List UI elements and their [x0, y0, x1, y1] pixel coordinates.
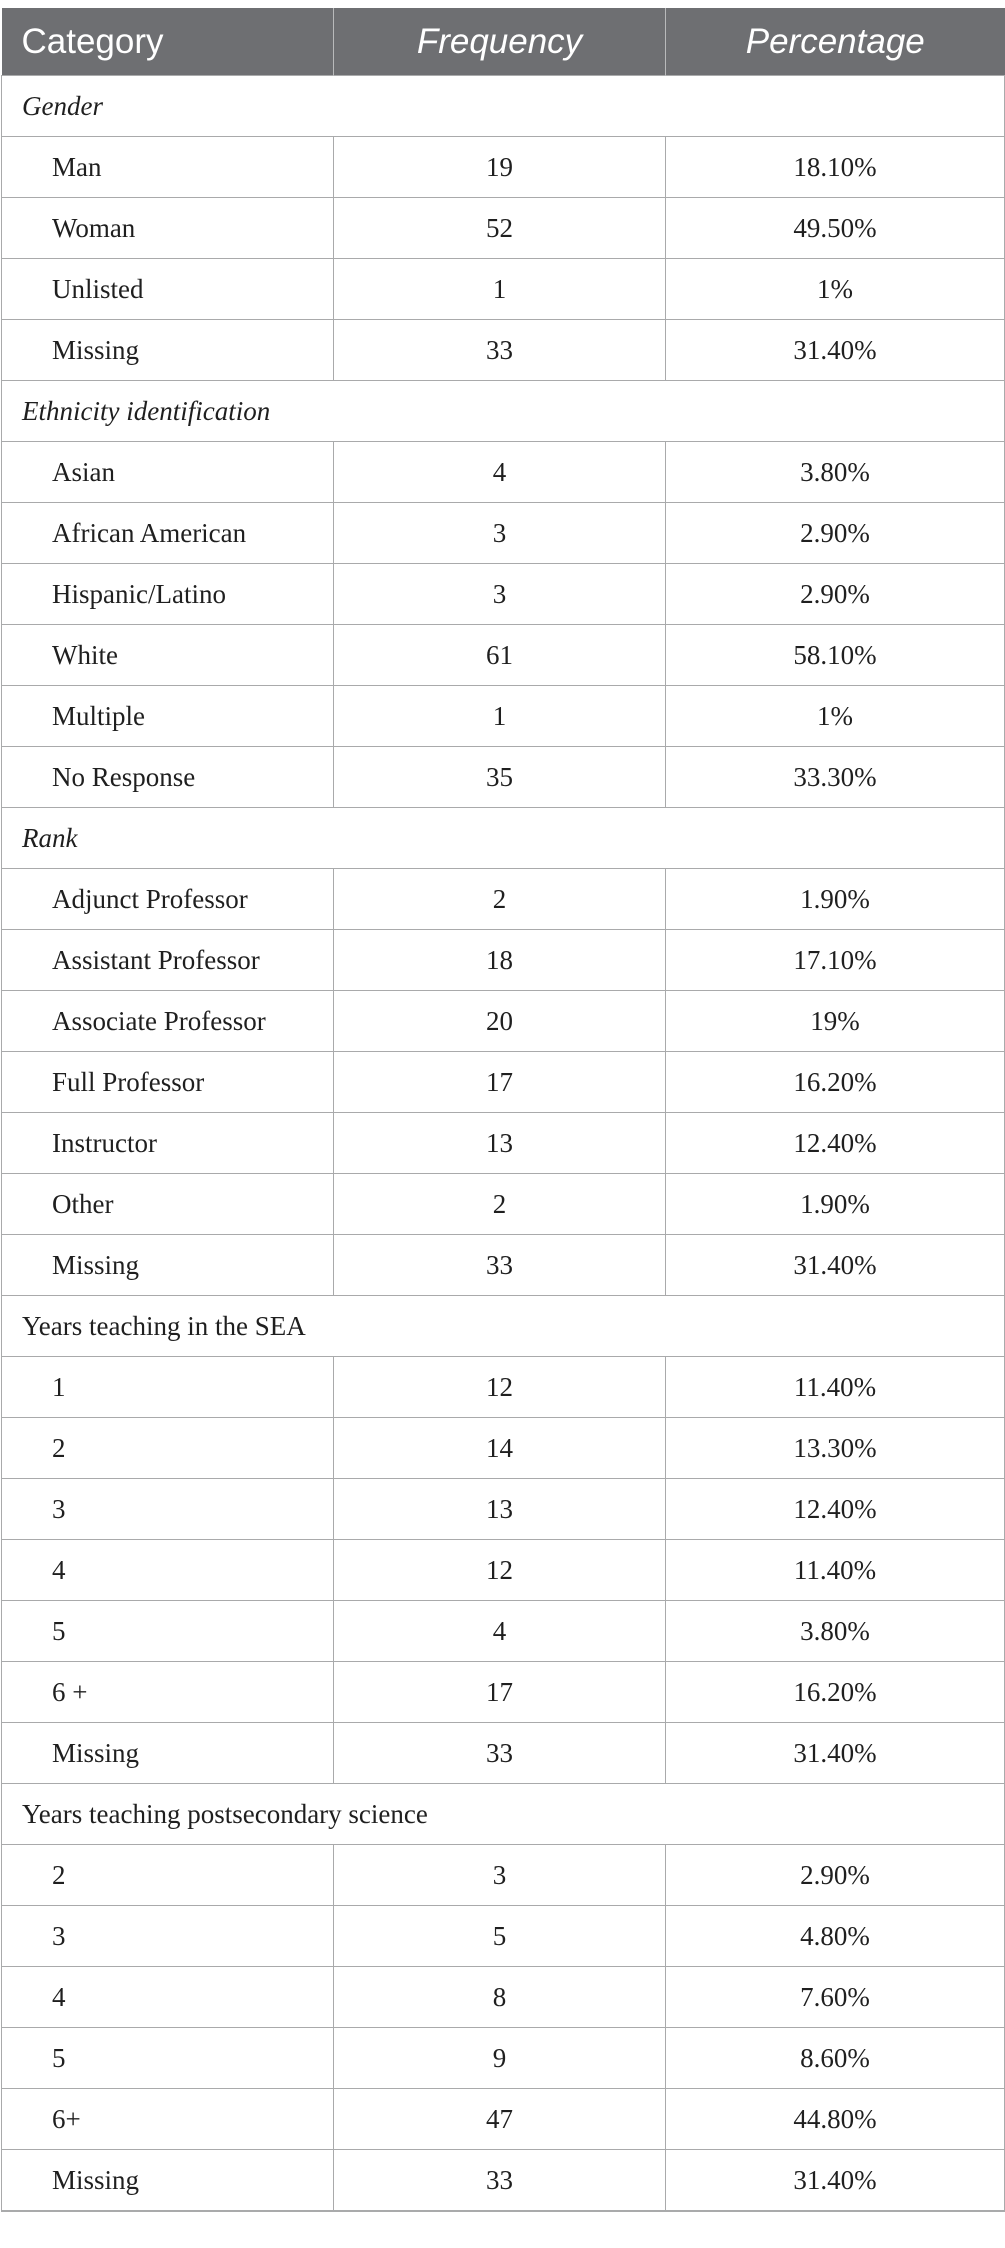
row-frequency: 33 — [334, 320, 666, 381]
row-label: Full Professor — [2, 1052, 334, 1113]
row-percentage: 1.90% — [666, 869, 1005, 930]
row-percentage: 12.40% — [666, 1479, 1005, 1540]
row-percentage: 2.90% — [666, 1845, 1005, 1906]
row-frequency: 3 — [334, 503, 666, 564]
table-row — [2, 1601, 1005, 1662]
table-row — [2, 1174, 1005, 1235]
table-row — [2, 1479, 1005, 1540]
row-frequency: 14 — [334, 1418, 666, 1479]
table-row — [2, 1357, 1005, 1418]
row-label: No Response — [2, 747, 334, 808]
section-row — [2, 1784, 1005, 1845]
row-frequency: 4 — [334, 442, 666, 503]
row-percentage: 31.40% — [666, 1235, 1005, 1296]
row-percentage: 4.80% — [666, 1906, 1005, 1967]
row-percentage: 49.50% — [666, 198, 1005, 259]
row-percentage: 11.40% — [666, 1357, 1005, 1418]
row-frequency: 2 — [334, 1174, 666, 1235]
table-row — [2, 1052, 1005, 1113]
row-label: Unlisted — [2, 259, 334, 320]
table-row — [2, 1540, 1005, 1601]
table-row — [2, 198, 1005, 259]
demographics-table — [1, 8, 1005, 2212]
header-row — [2, 8, 1005, 76]
row-percentage: 31.40% — [666, 320, 1005, 381]
row-frequency: 33 — [334, 1723, 666, 1784]
section-title: Years teaching in the SEA — [2, 1296, 1005, 1357]
table-row — [2, 2150, 1005, 2212]
table-row — [2, 503, 1005, 564]
row-label: 3 — [2, 1906, 334, 1967]
row-label: Missing — [2, 2150, 334, 2212]
row-label: 5 — [2, 2028, 334, 2089]
table-row — [2, 564, 1005, 625]
table-row — [2, 2089, 1005, 2150]
section-row — [2, 381, 1005, 442]
row-percentage: 2.90% — [666, 564, 1005, 625]
row-label: 4 — [2, 1540, 334, 1601]
row-label: Instructor — [2, 1113, 334, 1174]
table-row — [2, 1967, 1005, 2028]
row-percentage: 33.30% — [666, 747, 1005, 808]
section-row — [2, 76, 1005, 137]
table-row — [2, 1113, 1005, 1174]
table-row — [2, 625, 1005, 686]
table-body — [2, 76, 1005, 2212]
row-percentage: 17.10% — [666, 930, 1005, 991]
row-percentage: 31.40% — [666, 2150, 1005, 2212]
row-frequency: 1 — [334, 686, 666, 747]
row-percentage: 3.80% — [666, 1601, 1005, 1662]
row-frequency: 20 — [334, 991, 666, 1052]
row-frequency: 9 — [334, 2028, 666, 2089]
demographics-table-container — [0, 8, 1005, 2212]
row-label: 2 — [2, 1845, 334, 1906]
table-row — [2, 442, 1005, 503]
row-percentage: 31.40% — [666, 1723, 1005, 1784]
row-frequency: 12 — [334, 1357, 666, 1418]
table-row — [2, 869, 1005, 930]
row-percentage: 16.20% — [666, 1662, 1005, 1723]
row-label: Missing — [2, 1235, 334, 1296]
row-frequency: 17 — [334, 1662, 666, 1723]
table-row — [2, 320, 1005, 381]
row-percentage: 18.10% — [666, 137, 1005, 198]
section-row — [2, 808, 1005, 869]
row-frequency: 3 — [334, 1845, 666, 1906]
section-row — [2, 1296, 1005, 1357]
row-label: Missing — [2, 1723, 334, 1784]
table-row — [2, 1723, 1005, 1784]
row-percentage: 1% — [666, 259, 1005, 320]
table-row — [2, 137, 1005, 198]
row-percentage: 2.90% — [666, 503, 1005, 564]
table-row — [2, 991, 1005, 1052]
row-frequency: 12 — [334, 1540, 666, 1601]
row-frequency: 8 — [334, 1967, 666, 2028]
row-label: Other — [2, 1174, 334, 1235]
row-frequency: 4 — [334, 1601, 666, 1662]
row-percentage: 44.80% — [666, 2089, 1005, 2150]
row-frequency: 61 — [334, 625, 666, 686]
table-row — [2, 1662, 1005, 1723]
table-row — [2, 259, 1005, 320]
row-label: 3 — [2, 1479, 334, 1540]
row-label: 4 — [2, 1967, 334, 2028]
row-percentage: 11.40% — [666, 1540, 1005, 1601]
row-percentage: 7.60% — [666, 1967, 1005, 2028]
row-frequency: 17 — [334, 1052, 666, 1113]
row-label: 6+ — [2, 2089, 334, 2150]
row-label: Asian — [2, 442, 334, 503]
table-row — [2, 1235, 1005, 1296]
row-label: 1 — [2, 1357, 334, 1418]
row-label: 6 + — [2, 1662, 334, 1723]
row-label: 5 — [2, 1601, 334, 1662]
section-title: Ethnicity identification — [2, 381, 1005, 442]
table-row — [2, 1845, 1005, 1906]
row-label: Missing — [2, 320, 334, 381]
row-percentage: 58.10% — [666, 625, 1005, 686]
row-percentage: 8.60% — [666, 2028, 1005, 2089]
section-title: Rank — [2, 808, 1005, 869]
row-label: Multiple — [2, 686, 334, 747]
header-percentage: Percentage — [666, 8, 1005, 76]
section-title: Gender — [2, 76, 1005, 137]
row-frequency: 1 — [334, 259, 666, 320]
row-frequency: 35 — [334, 747, 666, 808]
row-label: Assistant Professor — [2, 930, 334, 991]
row-percentage: 16.20% — [666, 1052, 1005, 1113]
row-frequency: 18 — [334, 930, 666, 991]
row-label: Woman — [2, 198, 334, 259]
row-label: Hispanic/Latino — [2, 564, 334, 625]
table-row — [2, 1418, 1005, 1479]
row-frequency: 47 — [334, 2089, 666, 2150]
header-category: Category — [2, 8, 334, 76]
header-frequency: Frequency — [334, 8, 666, 76]
row-frequency: 52 — [334, 198, 666, 259]
row-percentage: 12.40% — [666, 1113, 1005, 1174]
row-percentage: 19% — [666, 991, 1005, 1052]
section-title: Years teaching postsecondary science — [2, 1784, 1005, 1845]
row-label: White — [2, 625, 334, 686]
table-row — [2, 1906, 1005, 1967]
row-label: Adjunct Professor — [2, 869, 334, 930]
row-percentage: 13.30% — [666, 1418, 1005, 1479]
row-label: Associate Professor — [2, 991, 334, 1052]
row-percentage: 1% — [666, 686, 1005, 747]
table-row — [2, 2028, 1005, 2089]
table-row — [2, 930, 1005, 991]
row-frequency: 3 — [334, 564, 666, 625]
row-percentage: 1.90% — [666, 1174, 1005, 1235]
row-frequency: 33 — [334, 2150, 666, 2212]
row-frequency: 19 — [334, 137, 666, 198]
row-percentage: 3.80% — [666, 442, 1005, 503]
table-row — [2, 747, 1005, 808]
row-frequency: 33 — [334, 1235, 666, 1296]
row-label: Man — [2, 137, 334, 198]
row-label: African American — [2, 503, 334, 564]
table-header — [2, 8, 1005, 76]
row-frequency: 5 — [334, 1906, 666, 1967]
row-frequency: 2 — [334, 869, 666, 930]
row-label: 2 — [2, 1418, 334, 1479]
row-frequency: 13 — [334, 1479, 666, 1540]
table-row — [2, 686, 1005, 747]
row-frequency: 13 — [334, 1113, 666, 1174]
